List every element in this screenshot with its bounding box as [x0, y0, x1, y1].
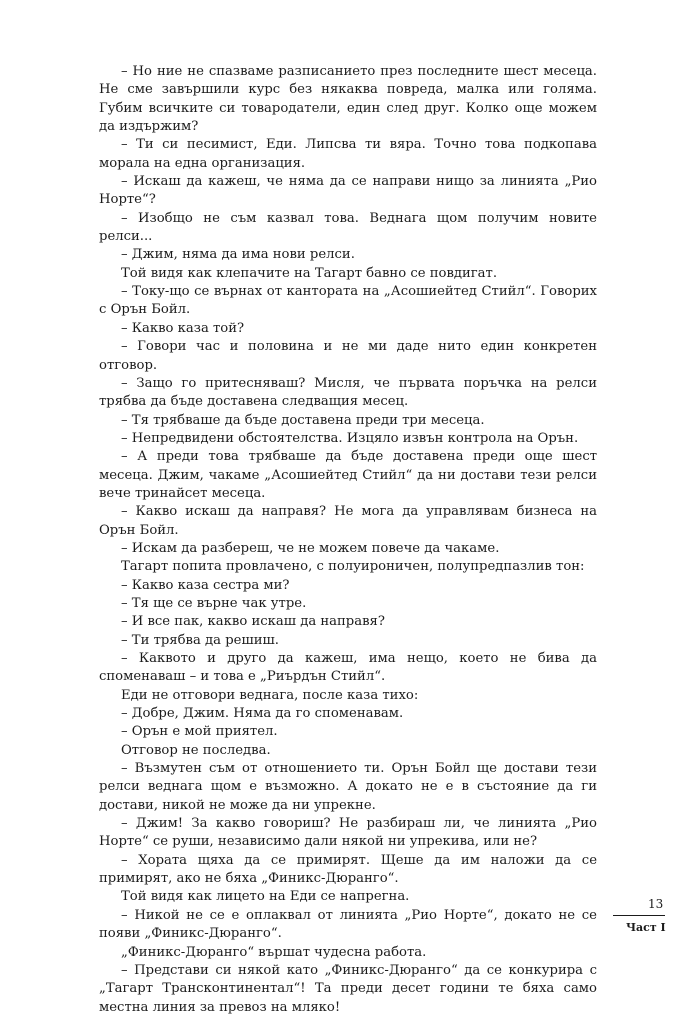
- paragraph: – Възмутен съм от отношението ти. Орън Бойл ще достави тези релси веднага щом е възможно. А докато не е в състояние да ги достави, никой не може да ни упрекне.: [99, 761, 597, 813]
- paragraph: Тагарт попита провлачено, с полуироничен, полупредпазлив тон:: [121, 559, 585, 575]
- paragraph: – Ти си песимист, Еди. Липсва ти вяра. Точно това подкопава морала на една организация.: [99, 137, 597, 171]
- paragraph: – Защо го притесняваш? Мисля, че първата поръчка на релси трябва да бъде доставена следващия месец.: [99, 375, 597, 410]
- paragraph: – Джим, няма да има нови релси.: [121, 247, 355, 263]
- paragraph: – Каквото и друго да кажеш, има нещо, което не бива да споменаваш – и това е „Риърдън Стийл“.: [99, 651, 597, 685]
- paragraph: – Искаш да кажеш, че няма да се направи нищо за линията „Рио Норте“?: [99, 174, 597, 208]
- paragraph: – Изобщо не съм казвал това. Веднага щом получим новите релси...: [99, 210, 597, 245]
- paragraph: Отговор не последва.: [121, 742, 271, 758]
- part-label: Част I: [626, 921, 666, 934]
- paragraph: – Джим! За какво говориш? Не разбираш ли, че линията „Рио Норте“ се руши, независимо дали някой ни упрекива, или не?: [99, 816, 597, 850]
- paragraph: – Орън е мой приятел.: [121, 724, 278, 740]
- body-text: [99, 63, 597, 1017]
- paragraph: – Представи си някой като „Финикс-Дюранго“ да се конкурира с „Тагарт Трансконтинентал“! Та преди десет години те бяха само местна линия за превоз на мляко!: [99, 962, 597, 1015]
- paragraph: – Непредвидени обстоятелства. Изцяло извън контрола на Орън.: [121, 430, 579, 446]
- paragraph: – Току-що се върнах от кантората на „Асошиейтед Стийл“. Говорих с Орън Бойл.: [99, 284, 597, 318]
- paragraph: – Но ние не спазваме разписанието през последните шест месеца. Не сме завършили курс без някаква повреда, малка или голяма. Губим всичките си товародатели, един след друг. Колко още можем да издържим?: [99, 64, 597, 135]
- paragraph: – Тя трябваше да бъде доставена преди три месеца.: [121, 412, 485, 428]
- paragraph: – Какво каза той?: [121, 320, 245, 336]
- paragraph: – И все пак, какво искаш да направя?: [121, 614, 385, 630]
- paragraph: – Какво каза сестра ми?: [121, 577, 290, 593]
- paragraph: Той видя как клепачите на Тагарт бавно се повдигат.: [121, 265, 498, 281]
- paragraph: – Говори час и половина и не ми даде нито един конкретен отговор.: [99, 339, 597, 373]
- footer-rule: [613, 915, 665, 916]
- paragraph: „Финикс-Дюранго“ вършат чудесна работа.: [121, 944, 427, 960]
- paragraph: – Какво искаш да направя? Не мога да управлявам бизнеса на Орън Бойл.: [99, 504, 597, 538]
- paragraph: – Добре, Джим. Няма да го споменавам.: [121, 706, 404, 722]
- paragraph: – Искам да разбереш, че не можем повече да чакаме.: [121, 540, 500, 556]
- paragraph: – Никой не се е оплаквал от линията „Рио Норте“, докато не се появи „Финикс-Дюранго“.: [99, 907, 597, 942]
- paragraph: – Ти трябва да решиш.: [121, 632, 279, 648]
- page-number: 13: [648, 897, 664, 911]
- paragraph: – А преди това трябваше да бъде доставена преди още шест месеца. Джим, чакаме „Асошиейтед Стийл“ да ни достави тези релси вече тринайсет месеца.: [99, 449, 597, 501]
- paragraph: Еди не отговори веднага, после каза тихо:: [121, 687, 419, 703]
- paragraph: – Тя ще се върне чак утре.: [121, 595, 307, 611]
- paragraph: – Хората щяха да се примирят. Щеше да им наложи да се примирят, ако не бяха „Финикс-Дюранго“.: [99, 852, 597, 887]
- paragraph: Той видя как лицето на Еди се напрегна.: [121, 889, 410, 905]
